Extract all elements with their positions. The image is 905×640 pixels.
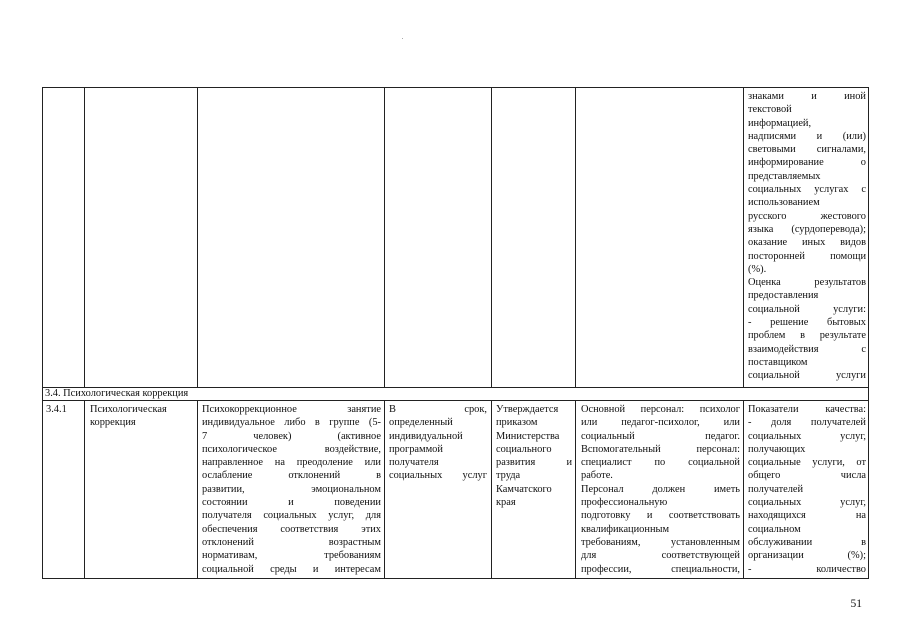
text-line: направленное на преодоление или: [202, 457, 381, 469]
text-line: получателей: [748, 483, 804, 495]
text-line: социальной услуги:: [748, 303, 866, 315]
text-line: Психокоррекционное занятие: [202, 404, 381, 415]
text-line: - решение бытовых: [748, 317, 866, 329]
text-line: отклонений возрастным: [202, 536, 381, 548]
text-line: поставщиком: [748, 356, 808, 368]
text-line: социальном: [748, 523, 801, 535]
text-line: коррекция: [90, 417, 136, 429]
text-line: обслуживании в: [748, 536, 866, 548]
col-divider-3-upper: [384, 87, 385, 387]
text-line: представляемых: [748, 170, 821, 182]
text-line: Вспомогательный персонал:: [581, 443, 740, 455]
text-line: использованием: [748, 197, 820, 209]
text-line: оказание иных видов: [748, 237, 866, 249]
text-line: (%).: [748, 263, 767, 275]
text-line: Оценка результатов: [748, 277, 866, 289]
text-line: световыми сигналами,: [748, 144, 866, 156]
service-description-cell: [198, 401, 384, 578]
text-line: получающих: [748, 443, 806, 455]
text-line: состоянии и поведении: [202, 497, 381, 509]
continuation-quality-cell: [744, 88, 868, 387]
text-line: для соответствующей: [581, 550, 740, 562]
text-line: Показатели качества:: [748, 404, 866, 415]
row-number-cell: 3.4.1: [46, 404, 67, 415]
text-line: проблем в результате: [748, 330, 866, 342]
text-line: общего числа: [748, 470, 866, 482]
text-line: социальных услуг: [389, 470, 487, 482]
text-line: информирование о: [748, 157, 866, 169]
text-line: социальных услуг,: [748, 430, 866, 442]
service-term-cell: [385, 401, 491, 578]
text-line: социальных услуг,: [748, 497, 866, 509]
text-line: приказом: [496, 417, 538, 429]
col-divider-2-upper: [197, 87, 198, 387]
text-line: требованиям, установленным: [581, 536, 740, 548]
text-line: русского жестового: [748, 210, 866, 222]
text-line: Основной персонал: психолог: [581, 404, 740, 415]
text-line: развития и: [496, 457, 572, 469]
text-line: психологическое воздействие,: [202, 443, 381, 455]
text-line: профессии, специальности,: [581, 563, 740, 575]
text-line: получателя социальных услуг, для: [202, 510, 381, 522]
text-line: получателя: [389, 457, 439, 469]
scan-speck: [402, 38, 403, 39]
text-line: социального: [496, 443, 552, 455]
text-line: знаками и иной: [748, 91, 866, 102]
text-line: нормативам, требованиям: [202, 550, 381, 562]
text-line: работе.: [581, 470, 613, 482]
service-name-cell: [85, 401, 197, 578]
text-line: профессиональную: [581, 497, 668, 509]
quality-indicators-cell: [744, 401, 868, 578]
text-line: посторонней помощи: [748, 250, 866, 262]
text-line: специалист по социальной: [581, 457, 740, 469]
text-line: труда: [496, 470, 521, 482]
text-line: ослабление отклонений в: [202, 470, 381, 482]
text-line: края: [496, 497, 516, 509]
text-line: информацией,: [748, 117, 812, 129]
text-line: социальных услугах с: [748, 184, 866, 196]
text-line: языка (сурдоперевода);: [748, 223, 866, 235]
text-line: Утверждается: [496, 404, 559, 415]
table-right-border: [868, 87, 869, 579]
text-line: квалификационным: [581, 523, 670, 535]
text-line: программой: [389, 443, 443, 455]
text-line: или педагог-психолог, или: [581, 417, 740, 429]
text-line: предоставления: [748, 290, 819, 302]
text-line: - доля получателей: [748, 417, 866, 429]
text-line: находящихся на: [748, 510, 866, 522]
text-line: социальный педагог.: [581, 430, 740, 442]
text-line: Персонал должен иметь: [581, 483, 740, 495]
section-header: 3.4. Психологическая коррекция: [45, 388, 189, 399]
text-line: Министерства: [496, 430, 560, 442]
page-number: 51: [850, 598, 862, 610]
text-line: подготовку и соответствовать: [581, 510, 740, 522]
text-line: Камчатского: [496, 483, 552, 495]
col-divider-1-upper: [84, 87, 85, 387]
text-line: социальные услуги, от: [748, 457, 866, 469]
text-line: развитии, эмоциональном: [202, 483, 381, 495]
text-line: В срок,: [389, 404, 487, 415]
col-divider-5-upper: [575, 87, 576, 387]
text-line: надписями и (или): [748, 130, 866, 142]
text-line: взаимодействия с: [748, 343, 866, 355]
text-line: определенный: [389, 417, 453, 429]
text-line: индивидуальное либо в группе (5-: [202, 417, 381, 429]
text-line: индивидуальной: [389, 430, 463, 442]
text-line: социальной услуги: [748, 370, 866, 382]
text-line: организации (%);: [748, 550, 866, 562]
text-line: Психологическая: [90, 404, 167, 415]
tariff-approval-cell: [492, 401, 575, 578]
text-line: текстовой: [748, 104, 792, 116]
text-line: обеспечения соответствия этих: [202, 523, 381, 535]
text-line: 7 человек) (активное: [202, 430, 381, 442]
col-divider-4-upper: [491, 87, 492, 387]
text-line: - количество: [748, 563, 866, 575]
table-bottom-border: [42, 578, 869, 579]
staff-requirements-cell: [576, 401, 743, 578]
text-line: социальной среды и интересам: [202, 563, 381, 575]
